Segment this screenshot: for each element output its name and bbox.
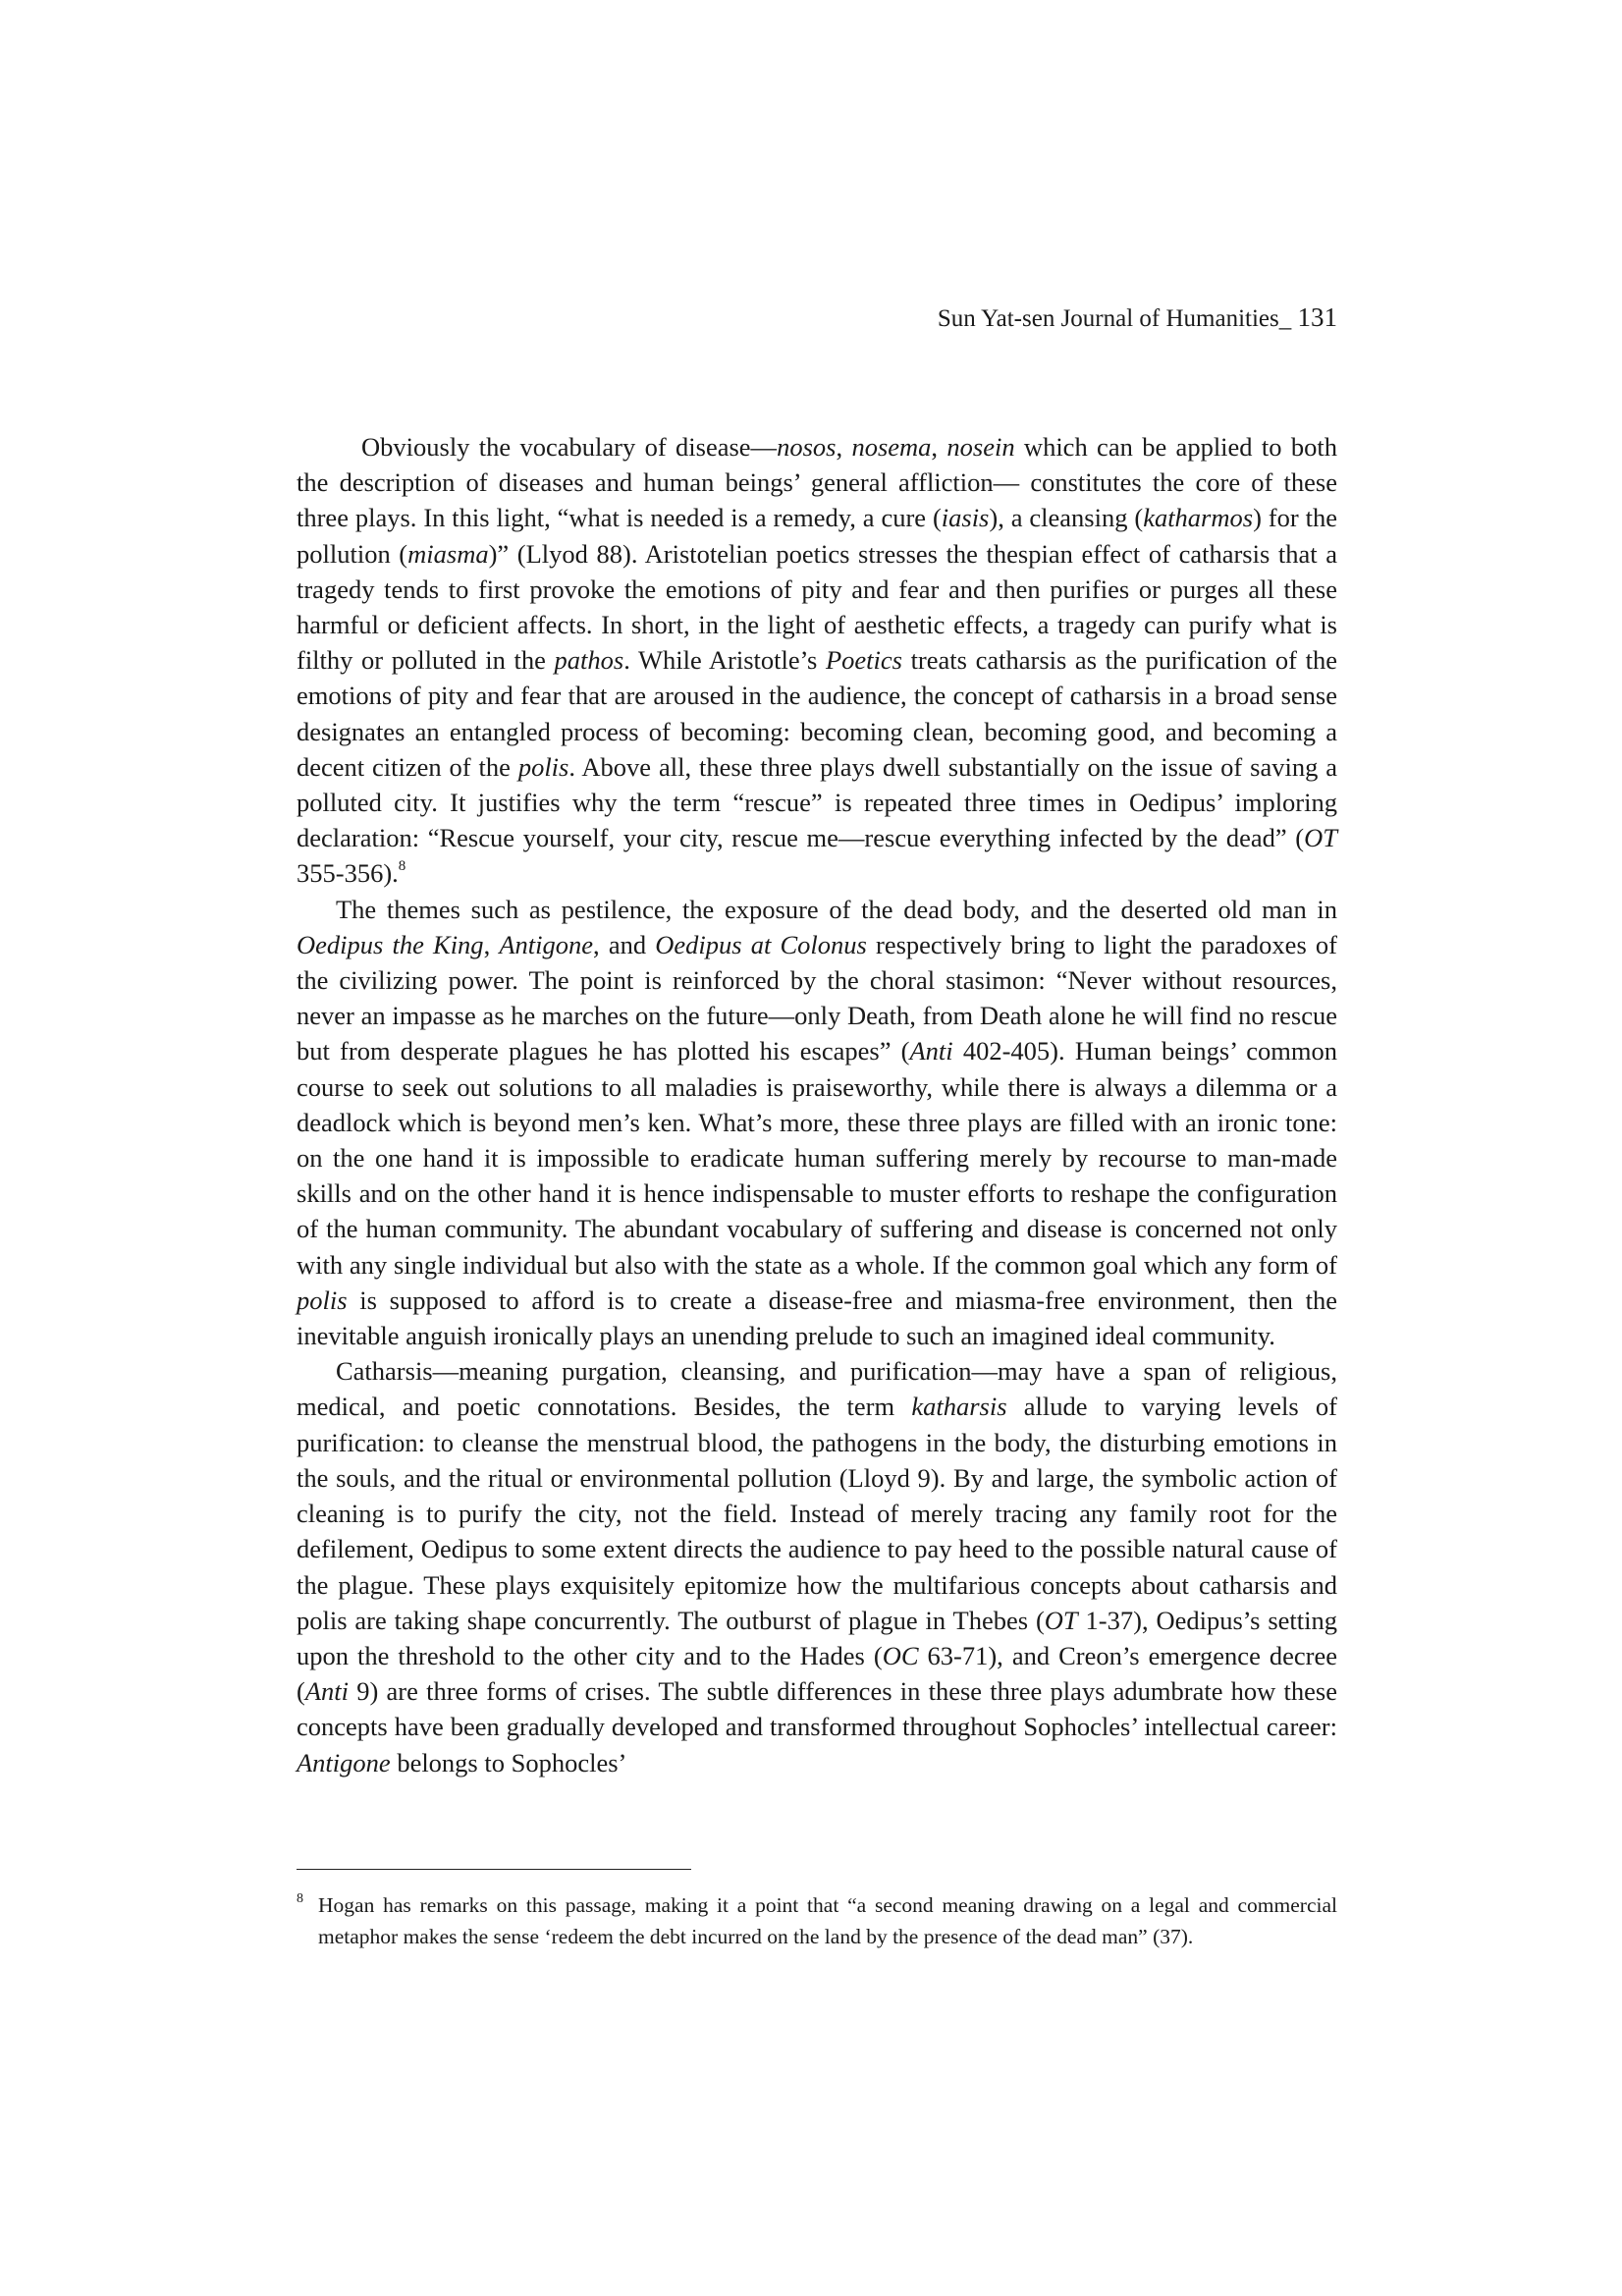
term-miasma: miasma [407, 538, 489, 569]
footnote-divider [297, 1869, 691, 1870]
title-antigone: Antigone [297, 1747, 391, 1777]
term-nosos: nosos [777, 432, 837, 462]
term-polis: polis [517, 751, 569, 782]
title-oedipus-the-king: Oedipus the King [297, 929, 484, 959]
term-nosein: nosein [946, 432, 1015, 462]
term-nosema: nosema [851, 432, 932, 462]
text-run: Catharsis—meaning purgation, cleansing, and purification—may have a span of religious, medical, and poetic connotations. Besides, the term [297, 1356, 1337, 1422]
text-run: 402-405). Human beings’ common course to seek out solutions to all maladies is praiseworthy, while there is always a dilemma or a deadlock which is beyond men’s ken. What’s more, these three plays are filled with an ironic tone: on the one hand it is impossible to eradicate human suffering merely by recourse to man-made skills and on the other hand it is hence indispensable to muster efforts to reshape the configuration of the human community. The abundant vocabulary of suffering and disease is concerned not only with any single individual but also with the state as a whole. If the common goal which any form of [297, 1036, 1337, 1280]
abbrev-ot: OT [1304, 823, 1337, 853]
paragraph-2 [297, 892, 1337, 1354]
text-run: 63-71), and Creon’s emergence decree ( [297, 1640, 1337, 1707]
text-run: , [836, 432, 852, 462]
text-run: . Above all, these three plays dwell substantially on the issue of saving a polluted city. It justifies why the term “rescue” is repeated three times in Oedipus’ imploring declaration: “Rescue yourself, your city, rescue me—rescue everything infected by the dead” ( [297, 751, 1337, 853]
abbrev-anti: Anti [909, 1036, 953, 1066]
text-run: which can be applied to both the description of diseases and human beings’ general affliction— constitutes the core of these three plays. In this light, “what is needed is a remedy, a cure ( [297, 432, 1337, 533]
paragraph-1 [297, 429, 1337, 892]
abbrev-anti: Anti [304, 1676, 349, 1707]
text-run: allude to varying levels of purification: to cleanse the menstrual blood, the pathogens in the body, the disturbing emotions in the souls, and the ritual or environmental pollution (Lloyd 9). By and large, the symbolic action of cleaning is to purify the city, not the field. Instead of merely tracing any family root for the defilement, Oedipus to some extent directs the audience to pay heed to the possible natural cause of the plague. These plays exquisitely epitomize how the multifarious concepts about catharsis and polis are taking shape concurrently. The outburst of plague in Thebes ( [297, 1392, 1337, 1635]
text-run: respectively bring to light the paradoxes of the civilizing power. The point is reinforced by the choral stasimon: “Never without resources, never an impasse as he marches on the future—only Death, from Death alone he will find no rescue but from desperate plagues he has plotted his escapes” ( [297, 929, 1337, 1066]
abbrev-oc: OC [882, 1640, 919, 1670]
title-oedipus-at-colonus: Oedipus at Colonus [655, 929, 867, 959]
text-run: Obviously the vocabulary of disease— [361, 432, 778, 462]
text-run: belongs to Sophocles’ [390, 1747, 627, 1777]
footnote-marker: 8 [297, 1891, 303, 1906]
text-run: , [483, 929, 500, 959]
journal-title: Sun Yat-sen Journal of Humanities [937, 305, 1279, 332]
term-iasis: iasis [941, 503, 990, 533]
text-run: , [931, 432, 947, 462]
footnote [297, 1889, 1337, 1952]
text-run: 355-356). [297, 858, 399, 889]
paragraph-3 [297, 1353, 1337, 1779]
page-number: 131 [1297, 302, 1337, 332]
text-run: )” (Llyod 88). Aristotelian poetics stresses the thespian effect of catharsis that a tragedy tends to first provoke the emotions of pity and fear and then purifies or purges all these harmful or deficient affects. In short, in the light of aesthetic effects, a tragedy can purify what is filthy or polluted in the [297, 538, 1338, 676]
term-katharmos: katharmos [1143, 503, 1254, 533]
footnote-reference[interactable]: 8 [398, 858, 406, 875]
running-header [938, 302, 1337, 334]
footnote-text: Hogan has remarks on this passage, making it a point that “a second meaning drawing on a legal and commercial metaphor makes the sense ‘redeem the debt incurred on the land by the presence of the dead man” (37). [318, 1893, 1337, 1948]
text-run: ) for the pollution ( [297, 503, 1337, 569]
text-run: 1-37), Oedipus’s setting upon the threshold to the other city and to the Hades ( [297, 1605, 1337, 1670]
text-run: is supposed to afford is to create a disease-free and miasma-free environment, then the inevitable anguish ironically plays an unending prelude to such an imagined ideal community. [297, 1285, 1337, 1351]
title-antigone: Antigone [499, 929, 594, 959]
abbrev-ot: OT [1044, 1605, 1078, 1635]
text-run: treats catharsis as the purification of the emotions of pity and fear that are aroused in the audience, the concept of catharsis in a broad sense designates an entangled process of becoming: becoming clean, becoming good, and becoming a decent citizen of the [297, 645, 1337, 782]
term-katharsis: katharsis [911, 1392, 1007, 1422]
text-run: The themes such as pestilence, the exposure of the dead body, and the deserted old man in [336, 894, 1337, 924]
text-run: ), a cleansing ( [989, 503, 1144, 533]
header-separator: _ [1278, 305, 1298, 332]
text-run: , and [593, 929, 656, 959]
main-text [297, 429, 1337, 1780]
term-pathos: pathos [554, 645, 624, 676]
text-run: 9) are three forms of crises. The subtle differences in these three plays adumbrate how these concepts have been gradually developed and transformed throughout Sophocles’ intellectual career: [297, 1676, 1337, 1742]
title-poetics: Poetics [825, 645, 902, 676]
text-run: . While Aristotle’s [623, 645, 826, 676]
term-polis: polis [297, 1285, 348, 1315]
